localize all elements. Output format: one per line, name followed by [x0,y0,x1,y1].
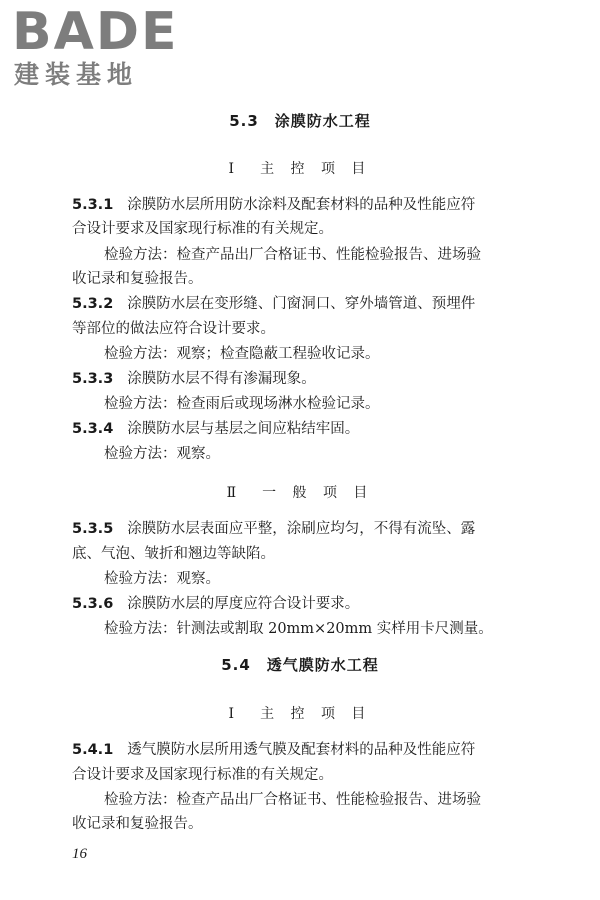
logo-wordmark: BADE [12,2,179,62]
bade-logo [6,2,181,92]
clause-line: 底、气泡、皱折和翘边等缺陷。 [72,546,275,562]
clause-text: 涂膜防水层不得有渗漏现象。 [127,371,316,387]
clause-line: 收记录和复验报告。 [72,271,203,287]
clause-text: 涂膜防水层与基层之间应粘结牢固。 [127,421,360,437]
inspection-method: 检验方法：观察。 [104,446,220,462]
inspection-method: 检验方法：观察。 [104,571,220,587]
inspection-method: 检验方法：检查雨后或现场淋水检验记录。 [104,396,380,412]
clause-text: 涂膜防水层在变形缝、门窗洞口、穿外墙管道、预埋件 [127,296,476,312]
subsection-title-main-control: Ⅰ 主 控 项 目 [228,161,372,177]
clause-line: 等部位的做法应符合设计要求。 [72,321,275,337]
clause-text: 涂膜防水层所用防水涂料及配套材料的品种及性能应符 [127,197,476,213]
clause-5-3-4 [72,417,528,441]
clause-line: 合设计要求及国家现行标准的有关规定。 [72,767,333,783]
inspection-method: 检验方法：观察；检查隐蔽工程验收记录。 [104,346,380,362]
clause-5-3-2 [72,292,528,316]
page-number: 16 [72,846,87,862]
clause-line: 收记录和复验报告。 [72,816,203,832]
subsection-title-main-control: Ⅰ 主 控 项 目 [228,706,372,722]
inspection-method: 检验方法：检查产品出厂合格证书、性能检验报告、进场验 [104,247,481,263]
clause-number: 5.3.6 [72,596,114,612]
clause-5-4-1 [72,738,528,762]
clause-number: 5.3.1 [72,197,114,213]
clause-number: 5.3.4 [72,421,114,437]
inspection-method: 检验方法：针测法或割取 20mm×20mm 实样用卡尺测量。 [104,621,493,637]
clause-text: 透气膜防水层所用透气膜及配套材料的品种及性能应符 [127,742,476,758]
subsection-title-general: Ⅱ 一 般 项 目 [226,485,374,501]
clause-5-3-3 [72,367,528,391]
section-title-5-3: 5.3 涂膜防水工程 [229,112,371,130]
section-title-5-4: 5.4 透气膜防水工程 [221,656,379,674]
clause-number: 5.3.2 [72,296,114,312]
clause-text: 涂膜防水层的厚度应符合设计要求。 [127,596,360,612]
logo-subtitle: 建装基地 [14,60,139,89]
clause-text: 涂膜防水层表面应平整，涂刷应均匀，不得有流坠、露 [127,521,476,537]
clause-number: 5.4.1 [72,742,114,758]
clause-5-3-1 [72,193,528,217]
clause-5-3-6 [72,592,528,616]
inspection-method: 检验方法：检查产品出厂合格证书、性能检验报告、进场验 [104,792,481,808]
clause-number: 5.3.5 [72,521,114,537]
clause-5-3-5 [72,517,528,541]
clause-number: 5.3.3 [72,371,114,387]
clause-line: 合设计要求及国家现行标准的有关规定。 [72,221,333,237]
